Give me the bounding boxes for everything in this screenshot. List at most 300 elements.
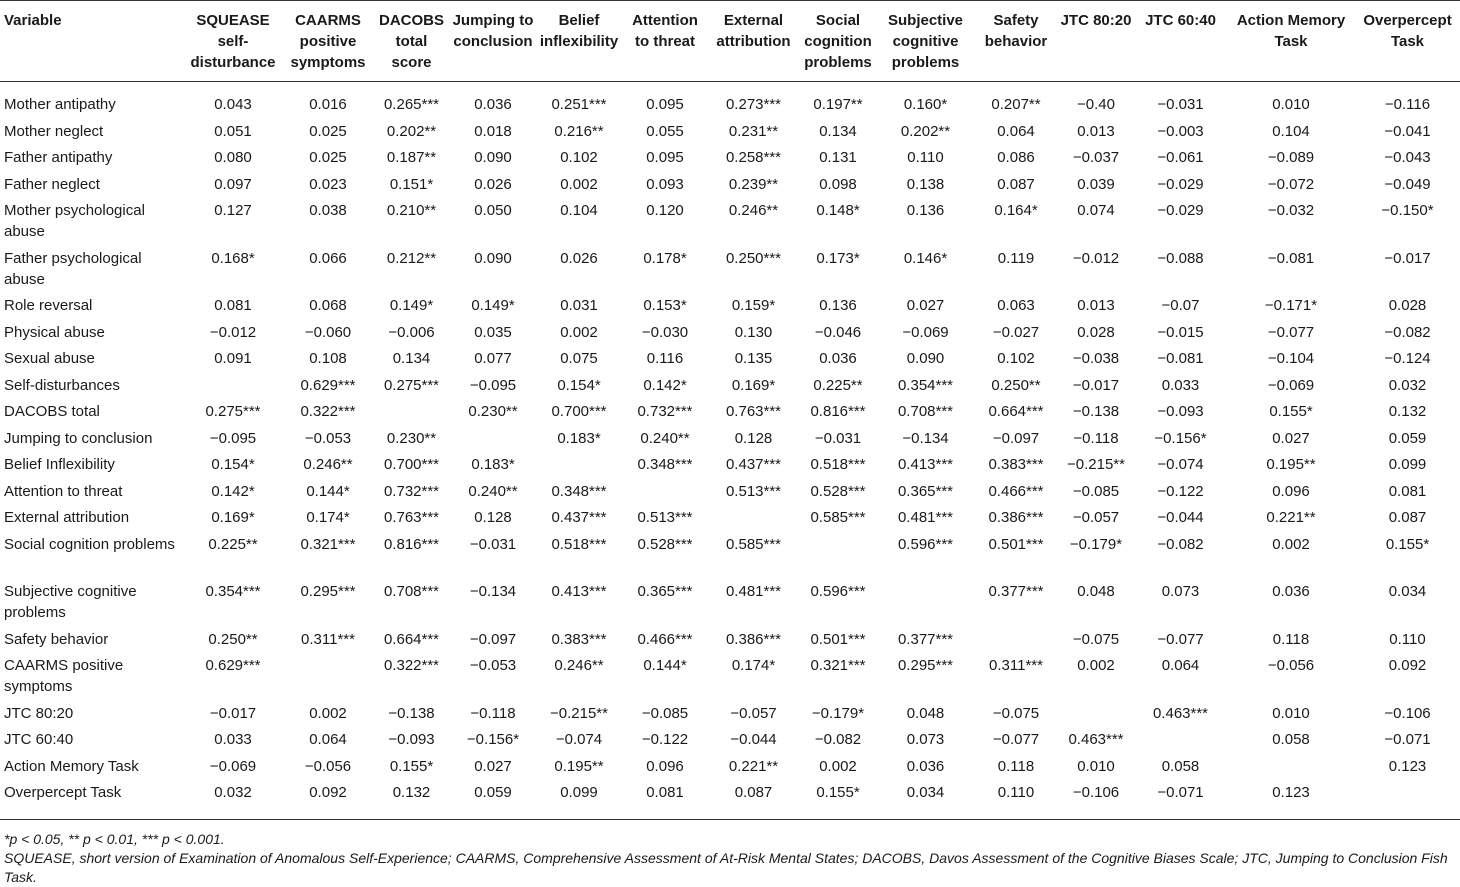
table-cell: 0.032 [1388, 376, 1427, 394]
table-cell: 0.596*** [810, 583, 866, 600]
table-cell: 0.010 [1272, 704, 1310, 722]
table-cell: 0.155* [389, 757, 434, 775]
table-cell: −0.106 [1058, 782, 1134, 819]
table-cell: 0.087 [708, 782, 799, 819]
row-label: Overpercept Task [0, 782, 183, 819]
table-cell: 0.027 [906, 297, 945, 314]
table-cell: 0.246** [554, 657, 604, 674]
table-cell: 0.239** [728, 175, 779, 193]
table-cell: 0.225** [813, 376, 863, 394]
table-cell: 0.144* [643, 657, 687, 674]
table-body [0, 82, 1460, 820]
table-cell: 0.080 [214, 149, 252, 166]
table-cell: 0.002 [560, 175, 598, 193]
table-cell: 0.134 [392, 350, 431, 367]
table-row [0, 348, 1460, 375]
table-cell: 0.118 [997, 757, 1035, 775]
table-cell: 0.086 [997, 149, 1035, 166]
table-cell: 0.123 [1388, 757, 1427, 775]
column-header: Social cognition problems [799, 1, 877, 82]
table-cell [1355, 782, 1460, 819]
table-cell: 0.116 [646, 350, 684, 367]
table-cell: 0.197** [813, 96, 863, 113]
table-cell: 0.028 [1388, 297, 1427, 314]
table-cell: 0.055 [646, 122, 684, 140]
table-cell: 0.026 [474, 175, 512, 193]
table-cell: 0.700*** [383, 456, 440, 473]
table-cell: −0.069 [902, 323, 949, 341]
table-cell: 0.036 [819, 350, 857, 367]
table-cell: 0.501*** [988, 535, 1044, 553]
table-cell: 0.250** [991, 376, 1041, 394]
table-cell: 0.816*** [810, 403, 866, 420]
table-cell: −0.038 [1072, 350, 1120, 367]
table-cell: 0.466*** [988, 482, 1044, 500]
table-cell: −0.043 [1384, 149, 1431, 166]
table-cell: 0.273*** [725, 96, 782, 113]
table-cell: −0.072 [1267, 175, 1315, 193]
table-footnotes [0, 820, 1460, 887]
table-cell: 0.700*** [551, 403, 607, 420]
table-cell: 0.763*** [725, 403, 782, 420]
table-cell: 0.033 [1161, 376, 1200, 394]
table-cell: 0.087 [997, 175, 1035, 193]
row-label: Sexual abuse [4, 350, 95, 367]
table-cell: 0.240** [640, 429, 690, 447]
table-cell: 0.081 [214, 297, 252, 314]
table-cell: −0.056 [304, 757, 352, 775]
table-row [0, 174, 1460, 201]
table-cell: −0.095 [469, 376, 517, 394]
table-cell: 0.250*** [725, 249, 782, 267]
table-cell: −0.060 [304, 323, 352, 341]
table-cell: 0.155* [1269, 403, 1313, 420]
table-cell: −0.156* [466, 731, 520, 748]
row-label: Role reversal [4, 297, 93, 314]
table-cell: −0.012 [1072, 249, 1120, 267]
table-cell: 0.275*** [205, 403, 261, 420]
column-header: DACOBS total score [373, 1, 450, 82]
table-cell: 0.513*** [725, 482, 782, 500]
table-cell: 0.033 [214, 731, 252, 748]
table-row [0, 295, 1460, 322]
table-cell: 0.050 [474, 202, 512, 219]
table-cell: 0.034 [1388, 583, 1427, 600]
row-label: Safety behavior [4, 630, 109, 648]
table-cell: 0.275*** [383, 376, 440, 394]
table-cell: −0.088 [1157, 249, 1204, 267]
table-cell: 0.058 [1161, 757, 1200, 775]
table-cell: 0.265*** [383, 96, 440, 113]
table-cell: 0.058 [1272, 731, 1310, 748]
table-cell: −0.029 [1157, 175, 1204, 193]
table-row [0, 200, 1460, 248]
table-cell: 0.039 [1077, 175, 1115, 193]
table-cell: 0.098 [819, 175, 857, 193]
table-cell: 0.311*** [989, 657, 1043, 674]
table-row [0, 629, 1460, 656]
table-cell [373, 401, 450, 428]
table-cell: 0.134 [819, 122, 857, 140]
table-cell: 0.064 [309, 731, 347, 748]
table-cell: 0.377*** [897, 630, 954, 648]
table-cell: −0.124 [1384, 350, 1431, 367]
table-cell: −0.138 [1072, 403, 1120, 420]
table-cell: 0.365*** [637, 583, 693, 600]
row-label: Physical abuse [4, 323, 105, 341]
table-cell: 0.216** [554, 122, 604, 140]
table-cell: 0.128 [734, 429, 773, 447]
table-cell: 0.144* [306, 482, 350, 500]
table-cell: 0.148* [816, 202, 860, 219]
table-cell: 0.077 [474, 350, 512, 367]
table-cell: −0.017 [1384, 249, 1431, 267]
table-cell: 0.023 [309, 175, 347, 193]
table-cell: 0.081 [622, 782, 708, 819]
table-cell: −0.075 [1072, 630, 1120, 648]
table-cell: 0.154* [557, 376, 601, 394]
table-cell: 0.010 [1077, 757, 1115, 775]
table-row [0, 729, 1460, 756]
table-cell: 0.104 [560, 202, 598, 219]
table-cell: −0.006 [388, 323, 435, 341]
table-cell: 0.091 [214, 350, 252, 367]
column-header: Subjective cognitive problems [877, 1, 974, 82]
table-cell: −0.029 [1157, 202, 1204, 219]
table-cell [536, 454, 622, 481]
table-cell: 0.231** [728, 122, 779, 140]
table-cell: −0.138 [388, 704, 435, 722]
table-cell: 0.221** [1266, 509, 1316, 526]
table-row [0, 703, 1460, 730]
table-row [0, 581, 1460, 629]
table-cell: −0.012 [209, 323, 257, 341]
table-cell: 0.036 [906, 757, 945, 775]
row-label: Attention to threat [4, 482, 123, 500]
table-cell: 0.513*** [637, 509, 693, 526]
table-cell: 0.027 [1272, 429, 1310, 447]
table-cell: 0.090 [474, 149, 512, 166]
table-cell: 0.174* [731, 657, 776, 674]
table-cell: −0.081 [1157, 350, 1204, 367]
table-cell: 0.258*** [725, 149, 782, 166]
table-cell: 0.251*** [551, 96, 607, 113]
table-cell: 0.348*** [637, 456, 693, 473]
table-cell: 0.629*** [205, 657, 261, 674]
row-label: Subjective cognitive problems [4, 583, 137, 621]
table-cell: 0.132 [373, 782, 450, 819]
table-row [0, 248, 1460, 296]
table-cell: −0.081 [1267, 249, 1315, 267]
table-cell: 0.099 [1388, 456, 1427, 473]
table-cell: 0.136 [906, 202, 945, 219]
table-cell: 0.059 [1388, 429, 1427, 447]
table-cell: −0.215** [1067, 456, 1125, 473]
table-cell: 0.010 [1272, 96, 1310, 113]
table-row [0, 375, 1460, 402]
table-cell: 0.095 [646, 149, 684, 166]
table-cell: 0.096 [646, 757, 684, 775]
table-cell: −0.077 [1157, 630, 1204, 648]
table-cell: −0.097 [992, 429, 1040, 447]
table-cell: 0.174* [306, 509, 350, 526]
table-cell [1134, 729, 1227, 756]
table-cell: 0.354*** [205, 583, 261, 600]
table-cell: −0.179* [811, 704, 865, 722]
table-cell: −0.074 [1157, 456, 1204, 473]
table-cell: 0.066 [309, 249, 347, 267]
table-cell: 0.321*** [300, 535, 356, 553]
table-cell: 0.027 [474, 757, 512, 775]
table-cell: 0.210** [386, 202, 437, 219]
column-header: CAARMS positive symptoms [283, 1, 373, 82]
table-cell [799, 534, 877, 582]
table-cell: 0.763*** [383, 509, 440, 526]
table-cell: 0.119 [997, 249, 1035, 267]
table-cell: −0.095 [209, 429, 257, 447]
table-cell: −0.156* [1154, 429, 1207, 447]
table-cell: −0.093 [1157, 403, 1204, 420]
row-label: CAARMS positive symptoms [4, 657, 124, 695]
table-row [0, 454, 1460, 481]
table-cell: −0.089 [1267, 149, 1315, 166]
table-cell: 0.322*** [300, 403, 356, 420]
table-cell: −0.134 [902, 429, 949, 447]
table-cell: −0.075 [992, 704, 1040, 722]
table-cell: −0.150* [1381, 202, 1434, 219]
table-cell: 0.154* [211, 456, 255, 473]
table-cell: −0.071 [1384, 731, 1431, 748]
table-cell: 0.136 [819, 297, 857, 314]
table-cell: 0.178* [643, 249, 687, 267]
table-cell: −0.044 [730, 731, 777, 748]
table-row [0, 147, 1460, 174]
table-cell: 0.128 [474, 509, 512, 526]
table-cell: 0.295*** [897, 657, 954, 674]
row-label: Father antipathy [4, 149, 113, 166]
column-header: Action Memory Task [1227, 1, 1355, 82]
table-cell: 0.322*** [383, 657, 440, 674]
table-cell: 0.629*** [300, 376, 356, 394]
table-cell: 0.132 [1388, 403, 1427, 420]
row-label: External attribution [4, 509, 130, 526]
table-cell: 0.212** [386, 249, 437, 267]
table-cell: 0.202** [900, 122, 951, 140]
table-cell: 0.028 [1077, 323, 1115, 341]
table-cell: 0.183* [557, 429, 601, 447]
table-cell: −0.077 [992, 731, 1040, 748]
row-label: Belief Inflexibility [4, 456, 115, 473]
table-cell: 0.131 [819, 149, 857, 166]
table-cell: 0.250** [208, 630, 258, 648]
table-cell [708, 507, 799, 534]
table-cell: 0.153* [643, 297, 687, 314]
row-label: Mother neglect [4, 122, 104, 140]
table-cell: 0.104 [1272, 122, 1310, 140]
table-cell: 0.110 [907, 149, 944, 166]
column-header: Attention to threat [622, 1, 708, 82]
table-cell: 0.246** [728, 202, 779, 219]
row-label: Father neglect [4, 175, 100, 193]
table-cell: 0.183* [471, 456, 515, 473]
table-cell: −0.097 [469, 630, 517, 648]
table-cell: 0.002 [309, 704, 347, 722]
table-cell [1058, 703, 1134, 730]
table-cell: 0.383*** [988, 456, 1044, 473]
table-cell: 0.168* [211, 249, 255, 267]
table-cell: −0.093 [388, 731, 435, 748]
table-row [0, 782, 1460, 819]
table-cell: 0.596*** [897, 535, 954, 553]
table-cell [450, 428, 536, 455]
table-cell: 0.169* [211, 509, 255, 526]
table-cell: −0.104 [1267, 350, 1315, 367]
significance-note: *p < 0.05, ** p < 0.01, *** p < 0.001. [4, 830, 225, 847]
table-cell: 0.383*** [551, 630, 607, 648]
table-cell: 0.225** [208, 535, 258, 553]
table-cell: 0.051 [214, 122, 252, 140]
table-cell: 0.664*** [383, 630, 440, 648]
table-cell: −0.049 [1384, 175, 1431, 193]
table-cell: 0.437*** [725, 456, 782, 473]
table-cell: 0.043 [214, 96, 252, 113]
table-row [0, 756, 1460, 783]
table-cell: −0.015 [1157, 323, 1204, 341]
table-cell: 0.064 [997, 122, 1035, 140]
table-cell: 0.036 [1272, 583, 1310, 600]
table-cell: −0.046 [814, 323, 862, 341]
table-cell: 0.207** [991, 96, 1041, 113]
table-header [0, 1, 1460, 82]
table-cell: −0.031 [814, 429, 862, 447]
table-cell: 0.149* [471, 297, 515, 314]
table-cell: 0.130 [734, 323, 773, 341]
table-row [0, 428, 1460, 455]
table-cell: 0.413*** [897, 456, 954, 473]
table-cell: −0.118 [1073, 429, 1119, 447]
table-row [0, 322, 1460, 349]
row-label: Mother antipathy [4, 96, 116, 113]
table-cell: 0.386*** [725, 630, 782, 648]
table-cell: 0.164* [994, 202, 1038, 219]
table-cell: 0.110 [1389, 630, 1426, 648]
table-cell: −0.031 [469, 535, 517, 553]
table-cell: 0.142* [211, 482, 255, 500]
column-header: Belief inflexibility [536, 1, 622, 82]
table-cell: 0.173* [816, 249, 860, 267]
table-cell: 0.026 [560, 249, 598, 267]
table-cell: 0.048 [906, 704, 945, 722]
table-cell: −0.069 [209, 757, 257, 775]
table-cell: −0.134 [469, 583, 517, 600]
table-cell: 0.466*** [637, 630, 693, 648]
table-cell: 0.246** [303, 456, 353, 473]
table-cell: 0.093 [646, 175, 684, 193]
table-cell: 0.032 [183, 782, 283, 819]
table-cell: 0.034 [877, 782, 974, 819]
table-cell: 0.230** [386, 429, 437, 447]
table-cell: −0.017 [1072, 376, 1120, 394]
table-cell: 0.013 [1077, 297, 1115, 314]
column-header: JTC 80:20 [1058, 1, 1134, 82]
table-cell: 0.311*** [301, 630, 355, 648]
table-cell: 0.127 [214, 202, 252, 219]
table-cell: −0.037 [1072, 149, 1120, 166]
table-cell: 0.096 [1272, 482, 1310, 500]
table-cell [1227, 756, 1355, 783]
table-cell: 0.386*** [988, 509, 1044, 526]
table-cell: 0.075 [560, 350, 598, 367]
table-cell: −0.07 [1161, 297, 1200, 314]
table-cell: 0.025 [309, 122, 347, 140]
table-cell: −0.030 [641, 323, 689, 341]
table-cell: 0.064 [1161, 657, 1200, 674]
table-cell: −0.215** [550, 704, 608, 722]
table-cell: 0.377*** [988, 583, 1044, 600]
table-cell: 0.354*** [897, 376, 954, 394]
column-header: Safety behavior [974, 1, 1058, 82]
table-cell: −0.061 [1157, 149, 1204, 166]
table-cell: 0.123 [1227, 782, 1355, 819]
table-cell: −0.122 [641, 731, 689, 748]
table-cell: 0.035 [474, 323, 512, 341]
table-cell: −0.085 [641, 704, 689, 722]
table-cell: 0.002 [1272, 535, 1310, 553]
table-cell: 0.321*** [810, 657, 866, 674]
table-cell: 0.221** [728, 757, 779, 775]
table-cell: 0.081 [1388, 482, 1427, 500]
table-cell: 0.708*** [897, 403, 954, 420]
table-cell: −0.027 [992, 323, 1040, 341]
table-cell: 0.073 [1161, 583, 1200, 600]
table-cell: 0.146* [903, 249, 948, 267]
column-header: SQUEASE self-disturbance [183, 1, 283, 82]
table-cell: 0.149* [389, 297, 434, 314]
table-cell: 0.708*** [383, 583, 440, 600]
table-cell: −0.116 [1384, 96, 1431, 113]
table-cell: 0.036 [474, 96, 512, 113]
abbreviations-note: SQUEASE, short version of Examination of Anomalous Self-Experience; CAARMS, Comprehensive Assessment of At-Risk Mental States; DACOBS, Davos Assessment of the Cognitive Biases Scale; JTC, Jumping to Conclusion Fish Task. [4, 849, 1448, 885]
table-cell: 0.202** [386, 122, 437, 140]
table-cell: 0.348*** [551, 482, 607, 500]
table-cell: 0.528*** [637, 535, 693, 553]
table-cell: 0.732*** [383, 482, 440, 500]
table-cell: 0.063 [997, 297, 1035, 314]
column-header: Jumping to conclusion [450, 1, 536, 82]
table-cell: 0.002 [819, 757, 857, 775]
table-cell: −0.179* [1069, 535, 1123, 553]
table-cell: 0.048 [1077, 583, 1115, 600]
table-cell: 0.110 [974, 782, 1058, 819]
table-cell: −0.071 [1134, 782, 1227, 819]
table-cell: −0.017 [209, 704, 257, 722]
table-cell: 0.108 [309, 350, 347, 367]
table-cell: 0.090 [474, 249, 512, 267]
table-cell: 0.155* [1385, 535, 1430, 553]
table-cell: 0.031 [560, 297, 598, 314]
table-cell: 0.135 [734, 350, 773, 367]
row-label: Jumping to conclusion [4, 429, 153, 447]
table-cell [622, 481, 708, 508]
table-row [0, 655, 1460, 703]
table-cell: 0.155* [799, 782, 877, 819]
table-cell: 0.097 [214, 175, 252, 193]
table-cell [183, 375, 283, 402]
table-cell: 0.102 [997, 350, 1035, 367]
table-cell: 0.059 [450, 782, 536, 819]
row-label: Father psychological abuse [4, 249, 142, 288]
table-cell: 0.195** [1266, 456, 1316, 473]
